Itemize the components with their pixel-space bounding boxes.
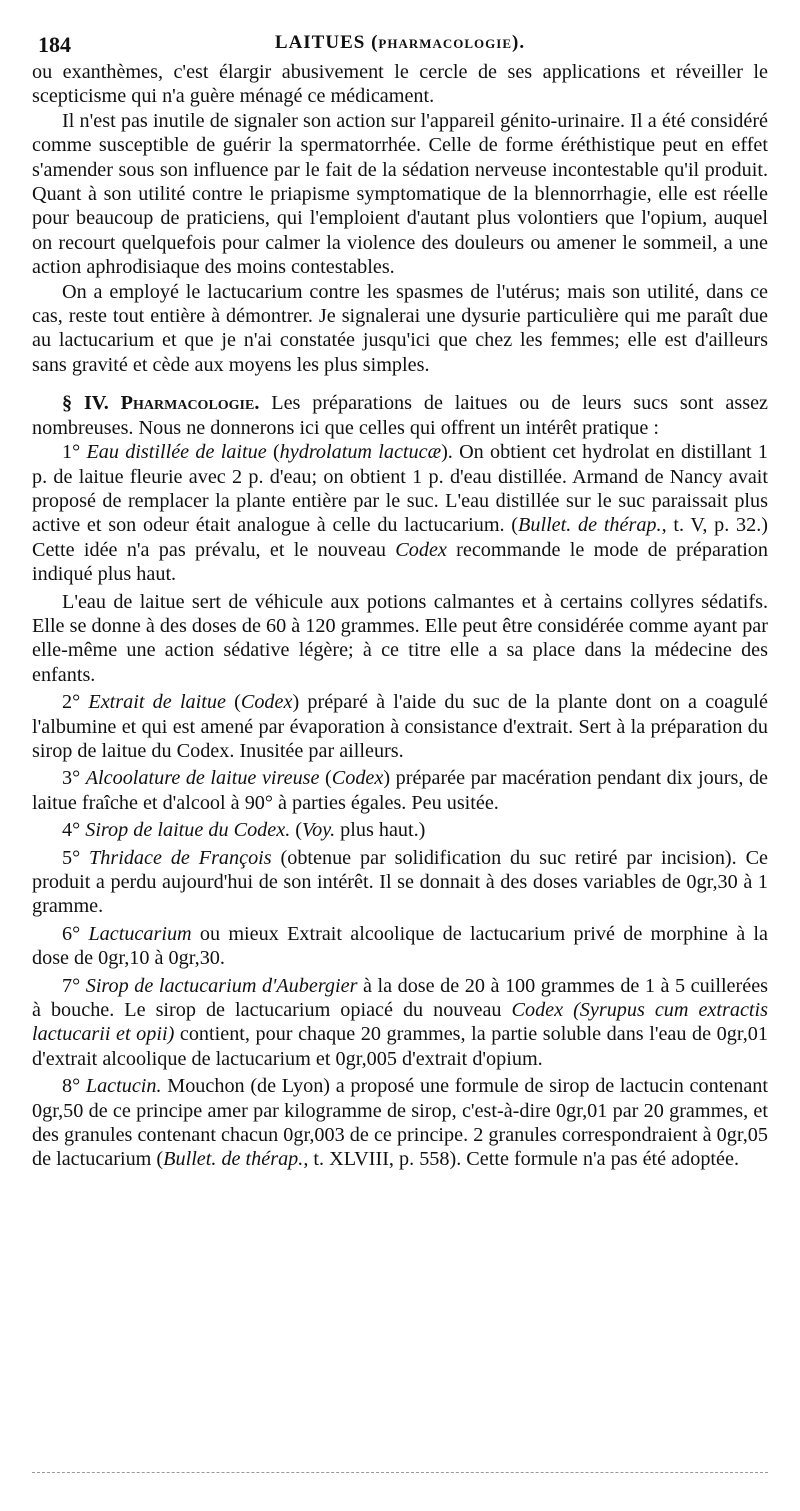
paragraph-3: On a employé le lactucarium contre les spasmes de l'utérus; mais son utilité, dans ce cas, reste tout entière à démontrer. Je signalerai une dysurie particulière qui me paraît due au lactucarium et que je n'ai constatée jusqu'ici que chez les femmes; elle est d'ailleurs sans gravité et cède aux moyens les plus simples. [32,280,768,376]
section-intro: Les préparations de laitues ou de leurs sucs sont assez nombreuses. Nous ne donnerons ici que celles qui offrent un intérêt pratique : [32,392,768,439]
text-run: Mouchon (de Lyon) a proposé une formule de sirop de lactucin contenant 0gr,50 de ce principe amer par kilogramme de sirop, c'est-à-dire 0gr,01 par 20 grammes, et des granules contenant chacun 0gr,003 de ce principe. 2 granules correspondraient à 0gr,05 de lactucarium ( [32,1075,768,1171]
item-title: Eau distillée de laitue [86,441,267,464]
page-number: 184 [38,32,71,57]
item-number: 3° [62,767,86,790]
text-run: ) préparée par macération pendant dix jours, de laitue fraîche et d'alcool à 90° à parties égales. Peu usitée. [32,767,768,814]
item-title: Sirop de lactucarium d'Aubergier [85,974,358,997]
item-title: Lactucin. [85,1075,162,1098]
item-1 [32,440,768,586]
paragraph-1: ou exanthèmes, c'est élargir abusivement le cercle de ses applications et réveiller le scepticisme qui n'a guère ménagé ce médicament. [32,61,768,108]
section-title: Pharmacologie. [120,392,260,415]
codex-term: Codex [240,691,293,714]
reference: Bullet. de thérap. [163,1148,304,1171]
item-number: 8° [62,1075,86,1098]
codex-term: Codex (Syrupus cum extractis lactucarii et opii) [32,999,768,1046]
section-mark: § IV. [62,392,109,415]
text-run: , t. XLVIII, p. 558). Cette formule n'a pas été adoptée. [303,1148,739,1171]
text-run: ou mieux Extrait alcoolique de lactucarium privé de morphine à la dose de 0gr,10 à 0gr,30. [32,922,768,970]
item-5 [32,846,768,919]
text-run: contient, pour chaque 20 grammes, la partie soluble dans l'eau de 0gr,01 d'extrait alcoolique de lactucarium et 0gr,005 d'extrait d'opium. [32,1023,768,1070]
codex-term: Codex [331,767,384,790]
paragraph-eau: L'eau de laitue sert de véhicule aux potions calmantes et à certains collyres sédatifs. Elle se donne à des doses de 60 à 120 grammes. Elle peut être considérée comme ayant par elle-même une action sédative légère; à ce titre elle a sa place dans la médecine des enfants. [32,590,768,686]
item-number: 5° [62,846,90,869]
item-8 [32,1074,768,1172]
item-4 [32,818,768,842]
item-7 [32,974,768,1072]
item-3 [32,766,768,815]
item-number: 7° [62,974,86,997]
text-run: à la dose de 20 à 100 grammes de 1 à 5 cuillerées à bouche. Le sirop de lactucarium opiacé du nouveau [32,974,769,1022]
item-number: 6° [62,922,89,945]
running-title-end: ). [512,32,526,53]
latin-name: hydrolatum lactucæ [279,441,442,464]
section-heading-paragraph [32,391,768,440]
page [32,20,768,1490]
text-run: , t. V, p. 32.) Cette idée n'a pas prévalu, et le nouveau [32,514,768,561]
paragraph-2: Il n'est pas inutile de signaler son action sur l'appareil génito-urinaire. Il a été considéré comme susceptible de guérir la spermatorrhée. Celle de forme éréthistique peut en effet s'amender sous son influence par le fait de la sédation nerveuse incontestable qu'il produit. Quant à son utilité contre le priapisme symptomatique de la blennorrhagie, elle est réelle pour beaucoup de praticiens, qui l'emploient d'autant plus volontiers que l'opium, auquel on recourt quelquefois pour calmer la violence des douleurs ou amener le sommeil, a une action aphrodisiaque des moins contestables. [32,109,768,279]
text-run: ) préparé à l'aide du suc de la plante dont on a coagulé l'albumine et qui est amené par évaporation à consistance d'extrait. Sert à la préparation du sirop de laitue du Codex. Inusitée par ailleurs. [32,691,768,762]
item-number: 1° [62,441,87,464]
text-run: ( [319,767,332,790]
item-number: 4° [62,819,86,842]
item-title: Lactucarium [88,922,192,945]
item-2 [32,690,768,763]
footer-rule [32,1472,768,1473]
text-run: ( [225,691,241,714]
codex-term: Codex [395,538,447,561]
text-run: recommande le mode de préparation indiqué plus haut. [32,538,768,586]
item-title: Alcoolature de laitue vireuse [85,767,320,790]
item-title: Thridace de François [89,846,272,869]
running-title [32,32,768,54]
text-run: ). On obtient cet hydrolat en distillant 1 p. de laitue fleurie avec 2 p. d'eau; on obtient 1 p. d'eau distillée. Armand de Nancy avait proposé de remplacer la plante entière par le suc. L'eau distillée sur le suc paraissait plus active et son odeur était analogue à celle du lactucarium. ( [32,441,768,537]
item-6 [32,922,768,971]
text-run: ( [266,441,280,464]
text-run: ( [290,819,303,842]
voy-term: Voy. [302,819,336,842]
text-run: (obtenue par solidification du suc retiré par incision). Ce produit a perdu aujourd'hui de son intérêt. Il se donnait à des doses variables de 0gr,30 à 1 gramme. [32,846,768,918]
item-title: Extrait de laitue [88,691,226,714]
page-body [32,60,768,1172]
item-title: Sirop de laitue du Codex. [85,819,291,842]
running-title-main: LAITUES ( [274,32,379,53]
reference: Bullet. de thérap. [518,514,662,537]
text-run: plus haut.) [335,819,426,842]
page-header [32,20,768,60]
item-number: 2° [62,691,89,714]
running-title-section: PHARMACOLOGIE [378,36,513,51]
